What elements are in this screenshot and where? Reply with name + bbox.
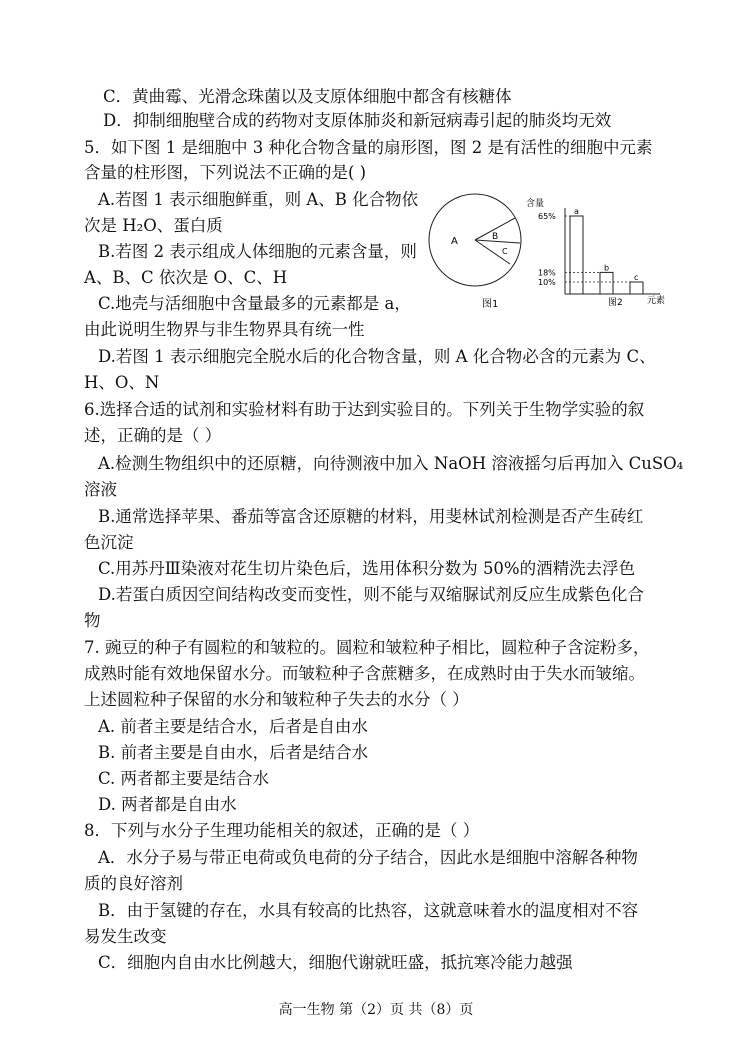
option-line: A、B、C 依次是 O、C、H [84, 268, 288, 287]
pie-label-b: B [492, 232, 499, 242]
option-line: 质的良好溶剂 [84, 874, 183, 893]
option-line: H、O、N [84, 373, 160, 392]
option-line: 物 [84, 611, 101, 630]
question-line: 8．下列与水分子生理功能相关的叙述，正确的是（ ） [84, 821, 480, 840]
option-line: A.若图 1 表示细胞鲜重，则 A、B 化合物依 [98, 190, 419, 209]
bar-c [630, 282, 643, 294]
pie-label-c: C [502, 247, 508, 256]
figure2-caption: 图2 [608, 298, 623, 308]
question-line: 7. 豌豆的种子有圆粒的和皱粒的。圆粒和皱粒种子相比，圆粒种子含淀粉多， [84, 638, 650, 657]
tick-label: 18% [538, 268, 556, 278]
option-line: B. 前者主要是自由水，后者是结合水 [98, 743, 369, 762]
figure-area [425, 188, 670, 318]
option-line: C.地壳与活细胞中含量最多的元素都是 a， [98, 294, 411, 313]
option-line: 溶液 [84, 480, 117, 499]
question-line: 述，正确的是（ ） [84, 426, 222, 445]
option-line: C. 两者都主要是结合水 [98, 769, 270, 788]
bar-label: b [604, 263, 610, 273]
option-line: B.若图 2 表示组成人体细胞的元素含量，则 [98, 242, 417, 261]
pie-label-a: A [451, 236, 458, 247]
question-line: 6.选择合适的试剂和实验材料有助于达到实验目的。下列关于生物学实验的叙 [84, 400, 645, 419]
option-line: B.通常选择苹果、番茄等富含还原糖的材料，用斐林试剂检测是否产生砖红 [98, 507, 644, 526]
y-axis-label: 含量 [526, 199, 545, 209]
question-line: 含量的柱形图，下列说法不正确的是( ) [84, 163, 367, 182]
tick-label: 65% [538, 212, 556, 221]
pie-figure-1 [429, 194, 521, 310]
figures-svg [425, 188, 670, 318]
question-line: 成熟时能有效地保留水分。而皱粒种子含蔗糖多，在成熟时由于失水而皱缩。 [84, 664, 645, 683]
option-line: D.若蛋白质因空间结构改变而变性，则不能与双缩脲试剂反应生成紫色化合 [98, 585, 644, 604]
option-line: A．水分子易与带正电荷或负电荷的分子结合，因此水是细胞中溶解各种物 [98, 848, 638, 867]
option-line: B．由于氢键的存在，水具有较高的比热容，这就意味着水的温度相对不容 [98, 901, 639, 920]
bar-label: c [634, 273, 639, 282]
option-line: 由此说明生物界与非生物界具有统一性 [84, 320, 365, 339]
option-line: 色沉淀 [84, 533, 134, 552]
question-line: 上述圆粒种子保留的水分和皱粒种子失去的水分（ ） [84, 690, 469, 709]
bar-b [600, 272, 613, 294]
option-line: D. 两者都是自由水 [98, 795, 237, 814]
page-footer: 高一生物 第（2）页 共（8）页 [278, 1002, 474, 1018]
option-line: A. 前者主要是结合水，后者是自由水 [98, 717, 368, 736]
option-line: D.若图 1 表示细胞完全脱水后的化合物含量，则 A 化合物必含的元素为 C、 [98, 347, 656, 366]
figure1-caption: 图1 [482, 299, 499, 310]
option-line: D．抑制细胞壁合成的药物对支原体肺炎和新冠病毒引起的肺炎均无效 [103, 111, 612, 130]
tick-label: 10% [538, 278, 556, 287]
option-line: C．细胞内自由水比例越大，细胞代谢就旺盛，抵抗寒冷能力越强 [98, 953, 573, 972]
option-line: A.检测生物组织中的还原糖，向待测液中加入 NaOH 溶液摇匀后再加入 CuSO₄ [98, 454, 684, 473]
option-line: 次是 H₂O、蛋白质 [84, 216, 223, 235]
option-line: C．黄曲霉、光滑念珠菌以及支原体细胞中都含有核糖体 [103, 87, 512, 106]
bar-label: a [574, 207, 579, 216]
bar-figure-2 [526, 197, 665, 308]
option-line: C.用苏丹Ⅲ染液对花生切片染色后，选用体积分数为 50%的酒精洗去浮色 [98, 559, 636, 578]
x-axis-label: 元素 [647, 296, 666, 306]
option-line: 易发生改变 [84, 927, 167, 946]
question-line: 5．如下图 1 是细胞中 3 种化合物含量的扇形图，图 2 是有活性的细胞中元素 [84, 138, 653, 157]
